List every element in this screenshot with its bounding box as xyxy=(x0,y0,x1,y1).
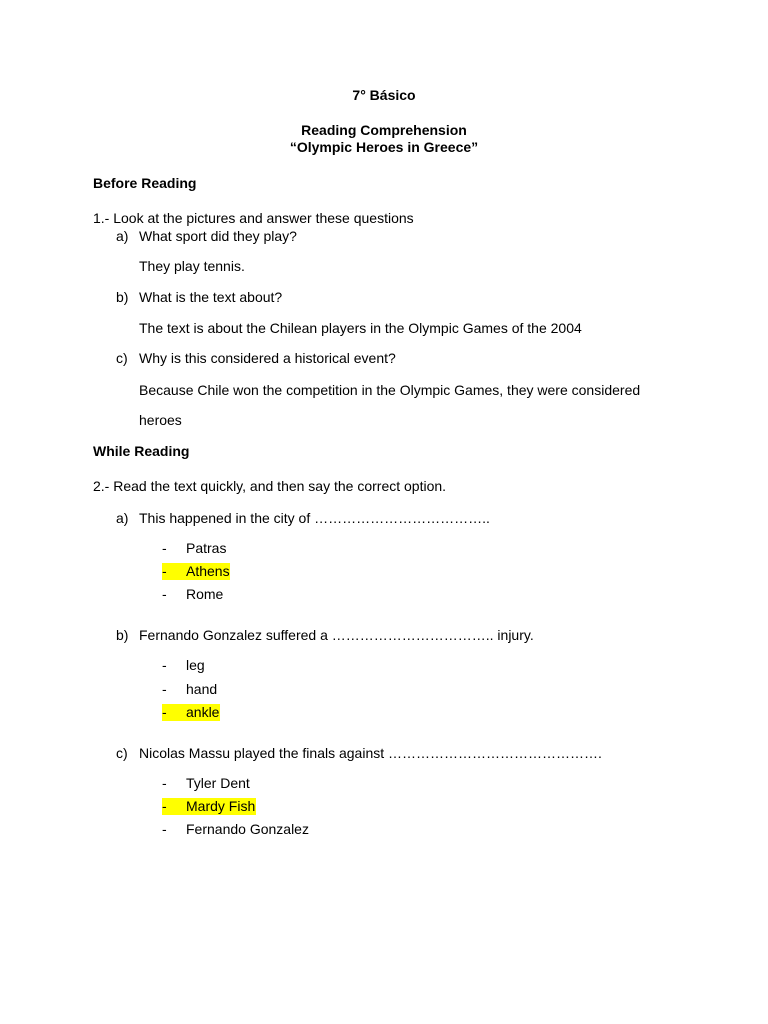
document-title: Reading Comprehension xyxy=(301,122,467,138)
bullet-dash: - xyxy=(162,681,167,697)
option-text-selected: Mardy Fish xyxy=(186,798,256,814)
question-2-instruction: 2.- Read the text quickly, and then say the correct option. xyxy=(93,478,447,494)
question-2b-letter: b) xyxy=(116,627,129,643)
question-2a-letter: a) xyxy=(116,510,129,526)
question-1a-letter: a) xyxy=(116,228,129,244)
option-text: Rome xyxy=(186,586,224,602)
question-1b-letter: b) xyxy=(116,289,129,305)
answer-1a: They play tennis. xyxy=(139,258,245,274)
option-text: hand xyxy=(186,681,218,697)
question-2c-letter: c) xyxy=(116,745,128,761)
bullet-dash: - xyxy=(162,821,167,837)
document-subtitle: “Olympic Heroes in Greece” xyxy=(289,139,479,155)
option-2a-2-highlighted xyxy=(162,563,230,580)
answer-1b: The text is about the Chilean players in the Olympic Games of the 2004 xyxy=(139,320,582,336)
answer-1c-line1: Because Chile won the competition in the Olympic Games, they were considered xyxy=(139,382,641,398)
option-2b-3-highlighted xyxy=(162,704,220,721)
question-1-instruction: 1.- Look at the pictures and answer these questions xyxy=(93,210,414,226)
bullet-dash: - xyxy=(162,657,167,673)
option-text: Tyler Dent xyxy=(186,775,250,791)
bullet-dash: - xyxy=(162,775,167,791)
option-text: Fernando Gonzalez xyxy=(186,821,309,837)
before-reading-heading: Before Reading xyxy=(93,175,197,191)
bullet-dash: - xyxy=(162,798,167,814)
question-1c-letter: c) xyxy=(116,350,128,366)
question-1a-text: What sport did they play? xyxy=(139,228,297,244)
while-reading-heading: While Reading xyxy=(93,443,190,459)
option-text: Patras xyxy=(186,540,227,556)
question-1c-text: Why is this considered a historical event? xyxy=(139,350,396,366)
option-text-selected: ankle xyxy=(186,704,220,720)
answer-1c-line2: heroes xyxy=(139,412,182,428)
question-1b-text: What is the text about? xyxy=(139,289,283,305)
option-2c-2-highlighted xyxy=(162,798,256,815)
bullet-dash: - xyxy=(162,563,167,579)
option-text: leg xyxy=(186,657,205,673)
question-2c-prompt: Nicolas Massu played the finals against ………………………………………. xyxy=(139,745,602,761)
grade-label: 7° Básico xyxy=(352,87,416,103)
bullet-dash: - xyxy=(162,540,167,556)
question-2b-prompt: Fernando Gonzalez suffered a …………………………….. injury. xyxy=(139,627,534,643)
bullet-dash: - xyxy=(162,586,167,602)
question-2a-prompt: This happened in the city of ……………………………….. xyxy=(139,510,490,526)
option-text-selected: Athens xyxy=(186,563,230,579)
bullet-dash: - xyxy=(162,704,167,720)
